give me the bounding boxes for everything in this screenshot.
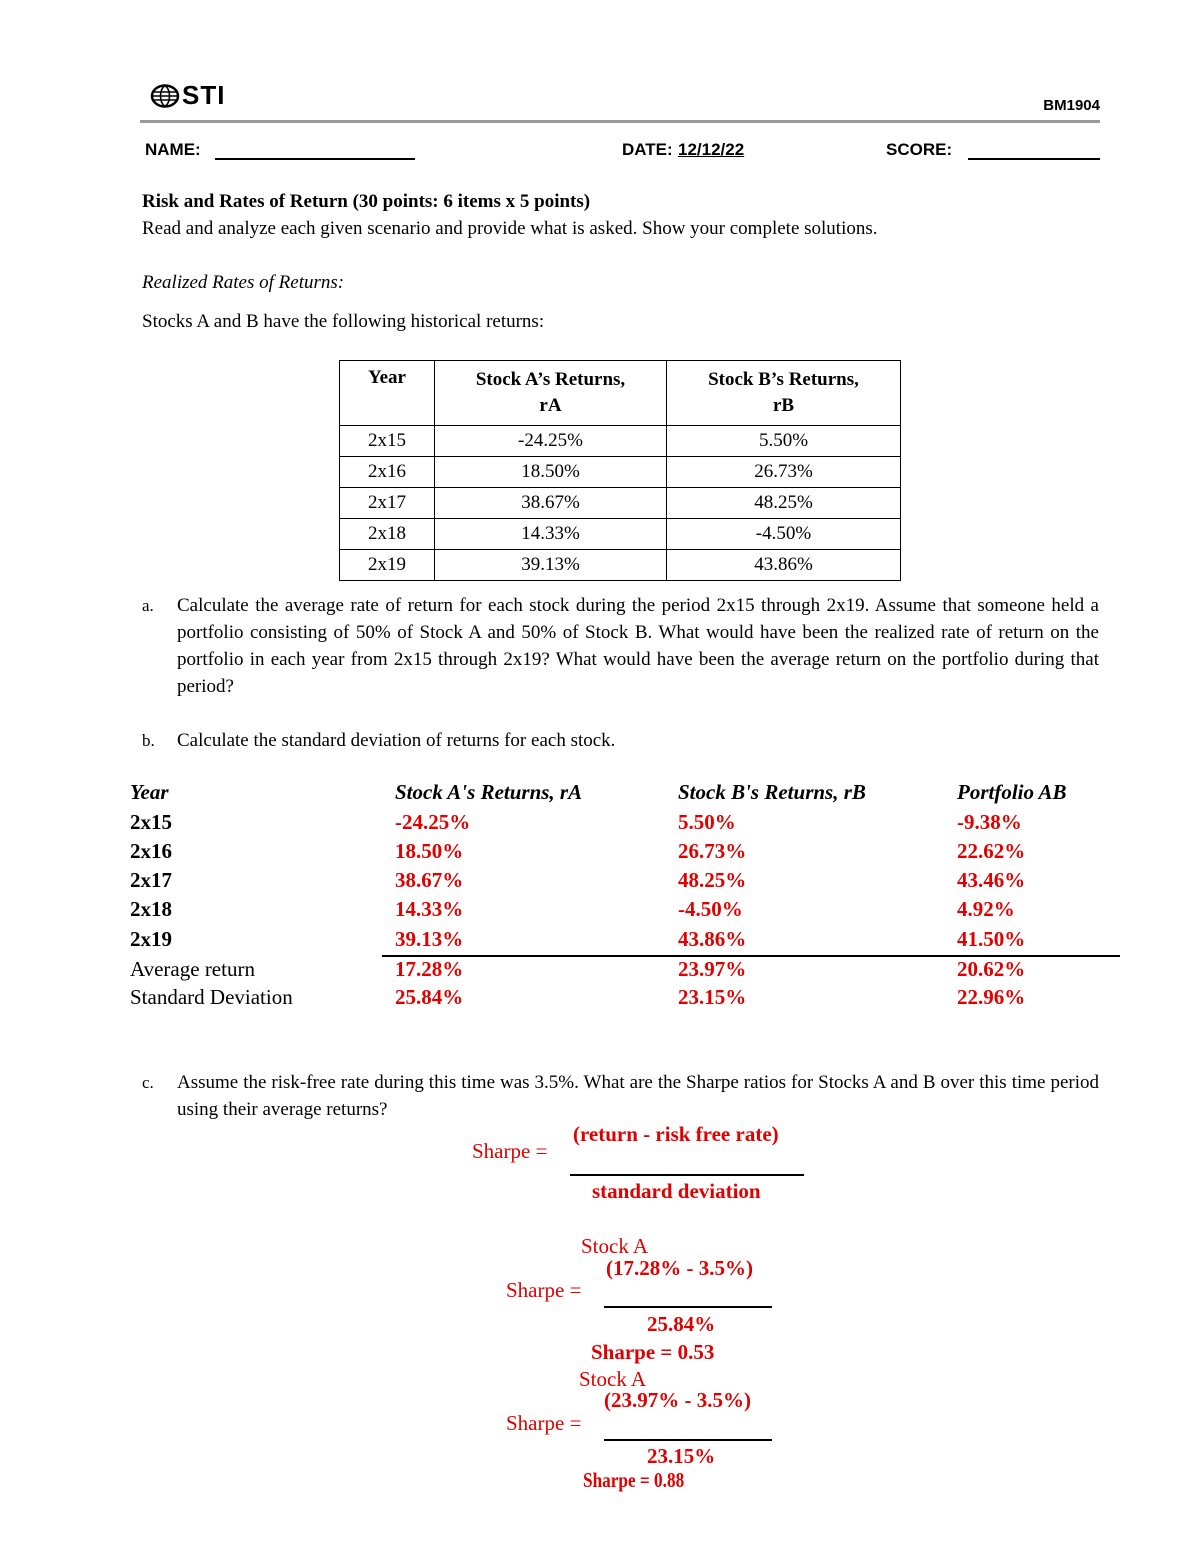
answer-cell: 18.50%	[395, 839, 464, 863]
table-cell: 2x18	[340, 519, 435, 550]
name-field[interactable]	[215, 158, 415, 160]
formula-label: Sharpe =	[472, 1139, 548, 1163]
logo-text: STI	[182, 80, 226, 110]
answer-cell: -4.50%	[678, 897, 743, 921]
sharpe-a-result: Sharpe = 0.53	[591, 1340, 715, 1364]
sti-logo	[150, 80, 225, 111]
table-cell: 39.13%	[435, 550, 667, 581]
sharpe-a-title: Stock A	[581, 1234, 649, 1258]
history-header-row	[340, 361, 901, 426]
table-cell: 26.73%	[667, 457, 901, 488]
formula-denominator: standard deviation	[592, 1179, 761, 1203]
answer-cell: 43.46%	[957, 868, 1026, 892]
answer-row-label: 2x19	[130, 927, 172, 951]
table-cell: 14.33%	[435, 519, 667, 550]
answer-cell: -9.38%	[957, 810, 1022, 834]
question-b-text: Calculate the standard deviation of returns for each stock.	[177, 730, 616, 751]
answer-cell: 4.92%	[957, 897, 1015, 921]
table-cell: -4.50%	[667, 519, 901, 550]
table-cell: 2x16	[340, 457, 435, 488]
sharpe-a-label: Sharpe =	[506, 1278, 582, 1302]
sharpe-b-title: Stock A	[579, 1367, 647, 1391]
table-cell: 2x19	[340, 550, 435, 581]
table-cell: -24.25%	[435, 426, 667, 457]
section-title: Realized Rates of Returns:	[142, 272, 345, 293]
answer-cell: 23.15%	[678, 985, 747, 1009]
answer-cell: 26.73%	[678, 839, 747, 863]
sharpe-b-fraction-bar	[604, 1439, 772, 1441]
table-row	[340, 550, 901, 581]
question-a-letter: a.	[142, 596, 154, 615]
table-row	[340, 457, 901, 488]
name-label: NAME:	[145, 140, 201, 159]
table-cell: 2x15	[340, 426, 435, 457]
table-row	[340, 426, 901, 457]
question-c-text: Assume the risk-free rate during this time was 3.5%. What are the Sharpe ratios for Stocks A and B over this time period using their average returns?	[177, 1072, 1099, 1120]
lead-text: Stocks A and B have the following historical returns:	[142, 311, 545, 332]
table-row	[340, 488, 901, 519]
answer-cell: 22.96%	[957, 985, 1026, 1009]
answer-cell: 23.97%	[678, 957, 747, 981]
table-cell: 48.25%	[667, 488, 901, 519]
answer-header-year: Year	[130, 780, 169, 804]
answer-cell: 20.62%	[957, 957, 1026, 981]
answer-header-stock-a: Stock A's Returns, rA	[395, 780, 583, 804]
header-rule	[140, 120, 1100, 123]
formula-fraction-bar	[570, 1174, 804, 1176]
sharpe-b-label: Sharpe =	[506, 1411, 582, 1435]
table-cell: 5.50%	[667, 426, 901, 457]
instruction-text: Read and analyze each given scenario and provide what is asked. Show your complete solutions.	[142, 218, 878, 239]
table-cell: 38.67%	[435, 488, 667, 519]
answer-row-label: Average return	[130, 957, 255, 981]
question-c-letter: c.	[142, 1073, 154, 1092]
history-header-year: Year	[340, 361, 435, 426]
answer-row-label: 2x16	[130, 839, 172, 863]
answer-cell: 22.62%	[957, 839, 1026, 863]
history-header-stock-a: Stock A’s Returns, rA	[435, 361, 667, 426]
table-cell: 43.86%	[667, 550, 901, 581]
answer-row-label: 2x17	[130, 868, 172, 892]
sharpe-a-fraction-bar	[604, 1306, 772, 1308]
sharpe-b-denominator: 23.15%	[647, 1444, 716, 1468]
answer-cell: 39.13%	[395, 927, 464, 951]
date-field[interactable]: 12/12/22	[678, 140, 745, 159]
question-a-text: Calculate the average rate of return for each stock during the period 2x15 through 2x19. Assume that someone held a portfolio consisting of 50% of Stock A and 50% of Stock B. What would have been the realized rate of return on the portfolio in each year from 2x15 through 2x19? What would have been the average return on the portfolio during that period?	[177, 595, 1099, 697]
answer-cell: 25.84%	[395, 985, 464, 1009]
sharpe-b-result: Sharpe = 0.88	[583, 1468, 685, 1492]
table-row	[340, 519, 901, 550]
answer-header-portfolio: Portfolio AB	[957, 780, 1067, 804]
sharpe-b-numerator: (23.97% - 3.5%)	[604, 1388, 751, 1412]
sharpe-a-numerator: (17.28% - 3.5%)	[606, 1256, 753, 1280]
question-b-letter: b.	[142, 731, 155, 750]
total-rule	[382, 955, 1120, 957]
sharpe-a-denominator: 25.84%	[647, 1312, 716, 1336]
answer-cell: 5.50%	[678, 810, 736, 834]
formula-numerator: (return - risk free rate)	[573, 1122, 779, 1146]
table-cell: 2x17	[340, 488, 435, 519]
answer-row-label: 2x15	[130, 810, 172, 834]
assignment-title: Risk and Rates of Return (30 points: 6 items x 5 points)	[142, 191, 591, 212]
answer-cell: 38.67%	[395, 868, 464, 892]
answer-cell: 14.33%	[395, 897, 464, 921]
table-cell: 18.50%	[435, 457, 667, 488]
score-field[interactable]	[968, 158, 1100, 160]
globe-icon	[150, 84, 180, 108]
answer-cell: 17.28%	[395, 957, 464, 981]
answer-cell: 43.86%	[678, 927, 747, 951]
date-label: DATE:	[622, 140, 673, 159]
answer-cell: 48.25%	[678, 868, 747, 892]
answer-row-label: 2x18	[130, 897, 172, 921]
history-header-stock-b: Stock B’s Returns, rB	[667, 361, 901, 426]
score-label: SCORE:	[886, 140, 953, 159]
answer-cell: -24.25%	[395, 810, 471, 834]
answer-header-stock-b: Stock B's Returns, rB	[678, 780, 866, 804]
history-table	[339, 360, 901, 581]
answer-cell: 41.50%	[957, 927, 1026, 951]
course-code: BM1904	[1043, 97, 1100, 114]
answer-row-label: Standard Deviation	[130, 985, 293, 1009]
